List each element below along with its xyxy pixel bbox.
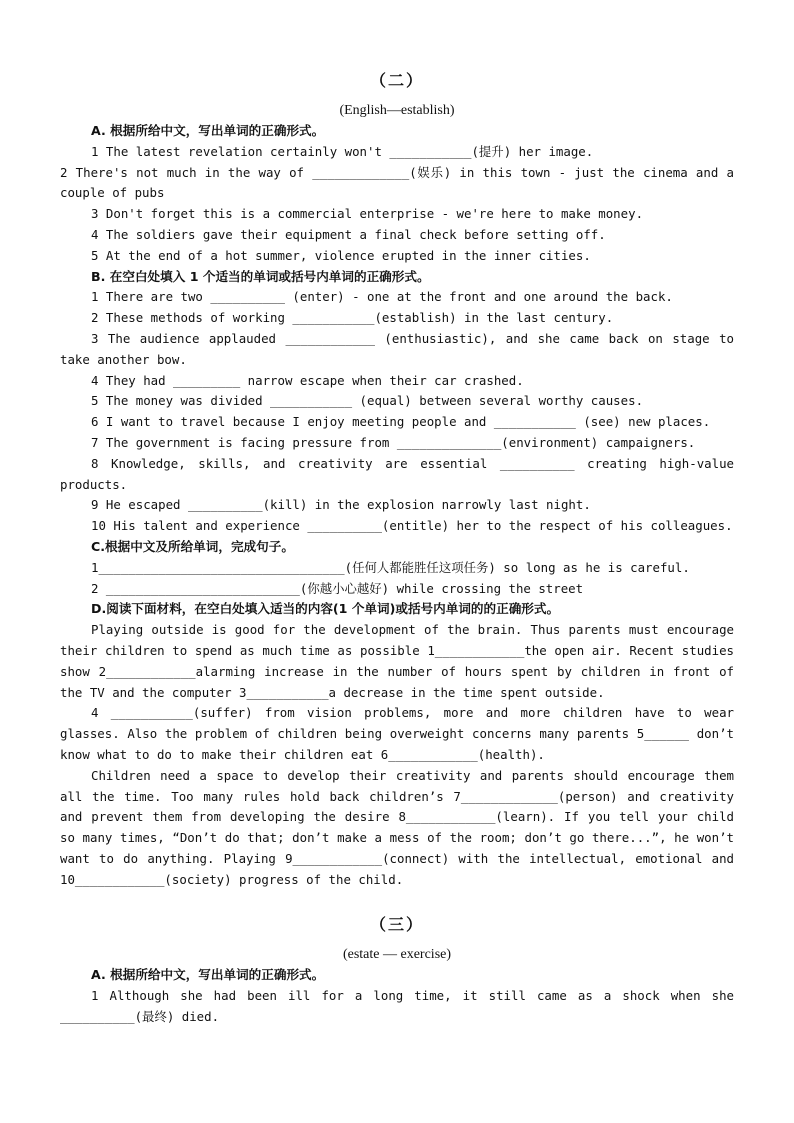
exercise-item: 1 There are two __________ (enter) - one at the front and one around the back. (91, 289, 673, 305)
exercise-item: 6 I want to travel because I enjoy meeting people and ___________ (see) new places. (91, 414, 711, 430)
section-2-part-c-heading: C.根据中文及所给单词，完成句子。 (91, 538, 294, 554)
section-2-part-b-heading: B. 在空白处填入 1 个适当的单词或括号内单词的正确形式。 (91, 268, 430, 284)
exercise-item: 4 The soldiers gave their equipment a final check before setting off. (91, 226, 606, 242)
exercise-item: 7 The government is facing pressure from ______________(environment) campaigners. (91, 434, 696, 450)
section-2-title: （二） (369, 71, 424, 90)
exercise-item: 2 There's not much in the way of _____________(娱乐) in this town - just the cinema and a couple of pubs (60, 164, 742, 201)
exercise-item: 1_________________________________(任何人都能胜任这项任务) so long as he is careful. (91, 559, 690, 575)
section-2-subtitle: (English—establish) (339, 103, 455, 118)
exercise-item: 8 Knowledge, skills, and creativity are essential __________ creating high-value products. (60, 455, 742, 492)
section-3-title: （三） (369, 915, 424, 935)
exercise-item: 5 At the end of a hot summer, violence erupted in the inner cities. (91, 247, 591, 263)
section-2-part-d-heading: D.阅读下面材料，在空白处填入适当的内容(1 个单词)或括号内单词的的正确形式。 (91, 601, 560, 617)
worksheet-page (60, 66, 742, 1028)
exercise-item: 9 He escaped __________(kill) in the explosion narrowly last night. (91, 497, 591, 513)
exercise-item: 4 They had _________ narrow escape when their car crashed. (91, 372, 524, 388)
exercise-item: 3 Don't forget this is a commercial enterprise - we're here to make money. (91, 206, 644, 222)
passage-paragraph: 4 ___________(suffer) from vision problems, more and more children have to wear glasses. Also the problem of children being overweight concerns many parents 5______ don’t know what to do to make their children eat 6____________(health). (60, 705, 742, 762)
exercise-item: 5 The money was divided ___________ (equal) between several worthy causes. (91, 393, 644, 409)
exercise-item: 3 The audience applauded ____________ (enthusiastic), and she came back on stage to take another bow. (60, 330, 742, 367)
section-2-part-a-heading: A. 根据所给中文，写出单词的正确形式。 (91, 123, 325, 138)
exercise-item: 1 The latest revelation certainly won't ___________(提升) her image. (91, 143, 594, 159)
passage-paragraph: Playing outside is good for the development of the brain. Thus parents must encourage their children to spend as much time as possible 1____________the open air. Recent studies show 2____________alarming increase in the number of hours spent by children in front of the TV and the computer 3___________a decrease in the time spent outside. (60, 622, 742, 700)
section-3-part-a-heading: A. 根据所给中文，写出单词的正确形式。 (91, 967, 325, 983)
section-3-subtitle: (estate — exercise) (342, 947, 452, 963)
exercise-item: 2 These methods of working ___________(establish) in the last century. (91, 310, 614, 326)
exercise-item: 2 __________________________(你越小心越好) while crossing the street (91, 580, 584, 596)
exercise-item: 10 His talent and experience __________(entitle) her to the respect of his colleagues. (91, 518, 733, 534)
passage-paragraph: Children need a space to develop their creativity and parents should encourage them all the time. Too many rules hold back children’s 7_____________(person) and creativity and prevent them from developing the desire 8____________(learn). If you tell your child so many times, “Don’t do that; don’t make a mess of the room; don’t go there...”, he won’t want to do anything. Playing 9____________(connect) with the intellectual, emotional and 10____________(society) progress of the child. (60, 767, 742, 887)
exercise-item: 1 Although she had been ill for a long time, it still came as a shock when she __________(最终) died. (60, 988, 742, 1025)
